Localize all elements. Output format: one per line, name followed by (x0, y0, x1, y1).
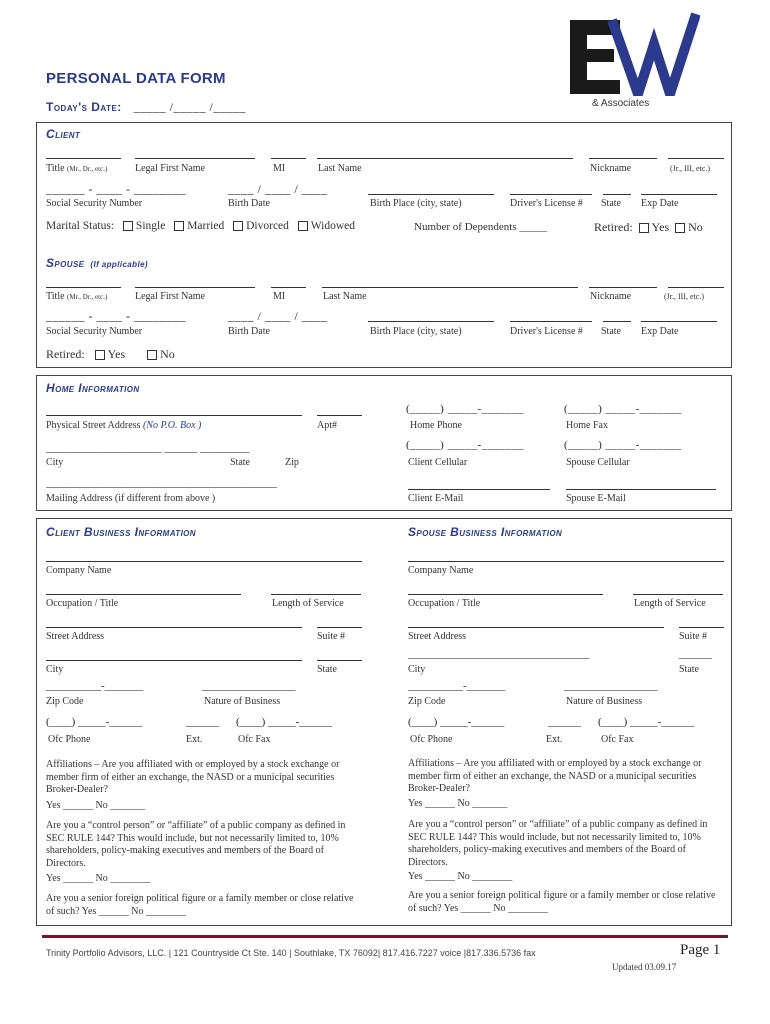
nickname-field[interactable] (589, 158, 657, 159)
spouse-city-field[interactable]: _________________________________ (408, 648, 590, 660)
spouse-mi-field[interactable] (271, 287, 306, 288)
client-occupation-field[interactable] (46, 594, 241, 595)
spouse-control-question: Are you a “control person” or “affiliate” of a public company as defined in SEC RULE 144? This would include, but not necessarily limited to, 10% shareholders, policy-making executives and members of the Board of Directors. (408, 819, 708, 868)
spouse-email-field[interactable] (566, 489, 716, 490)
spouse-nickname-label: Nickname (590, 291, 632, 302)
city-label: City (46, 457, 64, 468)
client-company-field[interactable] (46, 561, 362, 562)
retired-no-checkbox[interactable] (675, 223, 685, 233)
divorced-checkbox[interactable] (233, 221, 243, 231)
spouse-birth-place-label: Birth Place (city, state) (370, 326, 462, 337)
footer-rule (42, 935, 728, 938)
last-name-label: Last Name (318, 163, 362, 174)
client-length-label: Length of Service (272, 598, 344, 609)
home-heading: Home Information (46, 381, 140, 395)
client-ext-field[interactable]: ______ (186, 716, 219, 728)
spouse-state-field[interactable]: ______ (679, 648, 712, 660)
spouse-occupation-label: Occupation / Title (408, 598, 481, 609)
exp-date-label: Exp Date (641, 198, 679, 209)
last-name-field[interactable] (317, 158, 573, 159)
spouse-ext-label: Ext. (546, 734, 563, 745)
client-business-heading: Client Business Information (46, 525, 196, 539)
client-cell-field[interactable]: (_____) _____-_______ (406, 439, 524, 451)
client-length-field[interactable] (271, 594, 361, 595)
spouse-exp-date-label: Exp Date (641, 326, 679, 337)
spouse-ssn-label: Social Security Number (46, 326, 143, 337)
mi-field[interactable] (271, 158, 306, 159)
home-phone-field[interactable]: (_____) _____-_______ (406, 403, 524, 415)
spouse-nickname-field[interactable] (589, 287, 657, 288)
form-title: PERSONAL DATA FORM (46, 70, 226, 87)
spouse-first-name-label: Legal First Name (135, 291, 205, 302)
married-checkbox[interactable] (174, 221, 184, 231)
client-zip-field[interactable]: __________-_______ (46, 680, 144, 692)
spouse-state-label: State (679, 664, 699, 675)
spouse-last-name-field[interactable] (322, 287, 578, 288)
spouse-ofc-phone-label: Ofc Phone (410, 734, 453, 745)
spouse-length-field[interactable] (633, 594, 723, 595)
todays-date-row (46, 100, 246, 115)
client-state-label: State (317, 664, 337, 675)
date-field[interactable]: _____ /_____ /_____ (133, 100, 246, 114)
spouse-ssn-field[interactable]: ______ - ____ - ________ (46, 309, 186, 323)
spouse-company-field[interactable] (408, 561, 724, 562)
client-affiliation-yes-no[interactable]: Yes ______ No _______ (46, 800, 146, 811)
spouse-retired-no-label: No (160, 347, 175, 361)
mailing-address-field[interactable]: __________________________________________ (46, 477, 277, 489)
spouse-city-label: City (408, 664, 426, 675)
marital-label: Marital Status: (46, 220, 115, 232)
spouse-suffix-field[interactable] (668, 287, 724, 288)
client-control-yes-no[interactable]: Yes ______ No ________ (46, 873, 151, 884)
single-label: Single (135, 220, 166, 232)
spouse-ofc-fax-field[interactable]: (____) _____-______ (598, 716, 695, 728)
spouse-nature-field[interactable]: _________________ (564, 680, 658, 692)
widowed-checkbox[interactable] (298, 221, 308, 231)
spouse-zip-field[interactable]: __________-_______ (408, 680, 506, 692)
client-zip-label: Zip Code (46, 696, 84, 707)
spouse-company-label: Company Name (408, 565, 474, 576)
spouse-length-label: Length of Service (634, 598, 706, 609)
ssn-label: Social Security Number (46, 198, 143, 209)
client-street-field[interactable] (46, 627, 302, 628)
client-city-field[interactable] (46, 660, 302, 661)
company-logo (570, 12, 700, 96)
retired-yes-checkbox[interactable] (639, 223, 649, 233)
street-address-field[interactable] (46, 415, 302, 416)
married-label: Married (187, 220, 225, 232)
street-address-label: Physical Street Address (No P.O. Box ) (46, 420, 202, 431)
title-field[interactable] (46, 158, 121, 159)
spouse-birth-place-field[interactable] (368, 321, 494, 322)
first-name-field[interactable] (135, 158, 255, 159)
spouse-suite-label: Suite # (679, 631, 708, 642)
widowed-label: Widowed (310, 220, 356, 232)
client-ofc-phone-field[interactable]: (____) _____-______ (46, 716, 143, 728)
client-suite-field[interactable] (317, 627, 362, 628)
home-fax-label: Home Fax (566, 420, 608, 431)
spouse-title-label: Title (Mr., Dr., etc.) (46, 291, 108, 302)
client-affiliation-question: Affiliations – Are you affiliated with or employed by a stock exchange or member firm of either an exchange, the NASD or a municipal securities Broker-Dealer? (46, 759, 340, 795)
license-state-label: State (601, 198, 621, 209)
first-name-label: Legal First Name (135, 163, 205, 174)
suffix-label: (Jr., III, etc.) (670, 164, 710, 173)
spouse-affiliation-question: Affiliations – Are you affiliated with or employed by a stock exchange or member firm of either an exchange, the NASD or a municipal securities Broker-Dealer? (408, 758, 702, 794)
birth-date-label: Birth Date (228, 198, 270, 209)
spouse-ofc-phone-field[interactable]: (____) _____-______ (408, 716, 505, 728)
suffix-field[interactable] (668, 158, 724, 159)
client-email-field[interactable] (408, 489, 550, 490)
spouse-license-label: Driver's License # (510, 326, 583, 337)
spouse-occupation-field[interactable] (408, 594, 603, 595)
apt-label: Apt# (317, 420, 337, 431)
client-email-label: Client E-Mail (408, 493, 464, 504)
spouse-cell-label: Spouse Cellular (566, 457, 630, 468)
spouse-suite-field[interactable] (679, 627, 724, 628)
spouse-retired-no-checkbox[interactable] (147, 350, 157, 360)
spouse-control-yes-no[interactable]: Yes ______ No ________ (408, 871, 513, 882)
spouse-last-name-label: Last Name (323, 291, 367, 302)
spouse-street-label: Street Address (408, 631, 467, 642)
client-heading: Client (46, 127, 81, 141)
single-checkbox[interactable] (123, 221, 133, 231)
spouse-license-state-label: State (601, 326, 621, 337)
state-label: State (230, 457, 250, 468)
spouse-cell-field[interactable]: (_____) _____-_______ (564, 439, 682, 451)
ssn-field[interactable]: ______ - ____ - ________ (46, 182, 186, 196)
title-label: Title (Mr., Dr., etc.) (46, 163, 108, 174)
client-ofc-fax-field[interactable]: (____) _____-______ (236, 716, 333, 728)
home-fax-field[interactable]: (_____) _____-_______ (564, 403, 682, 415)
spouse-first-name-field[interactable] (135, 287, 255, 288)
spouse-street-field[interactable] (408, 627, 664, 628)
spouse-heading (46, 256, 148, 270)
spouse-business-heading: Spouse Business Information (408, 525, 563, 539)
spouse-affiliation-yes-no[interactable]: Yes ______ No _______ (408, 798, 508, 809)
client-control-question: Are you a “control person” or “affiliate” of a public company as defined in SEC RULE 144? This would include, but not necessarily limited to, 10% shareholders, policy-making executives and members of the Board of Directors. (46, 820, 346, 869)
mailing-address-label: Mailing Address (if different from above ) (46, 493, 216, 504)
retired-label: Retired: (594, 220, 633, 234)
page-number: Page 1 (680, 942, 721, 958)
mi-label: MI (273, 163, 286, 174)
spouse-license-field[interactable] (510, 321, 592, 322)
spouse-retired-label: Retired: (46, 347, 85, 361)
city-state-zip-field[interactable]: _____________________ ______ _________ (46, 442, 250, 454)
client-suite-label: Suite # (317, 631, 346, 642)
birth-place-label: Birth Place (city, state) (370, 198, 462, 209)
client-retired-row (594, 220, 703, 235)
date-label: Today's Date: (46, 100, 122, 114)
logo-subtitle: & Associates (592, 98, 650, 109)
client-city-label: City (46, 664, 64, 675)
client-nature-field[interactable]: _________________ (202, 680, 296, 692)
client-state-field[interactable] (317, 660, 362, 661)
spouse-ofc-fax-label: Ofc Fax (601, 734, 634, 745)
updated-date: Updated 03.09.17 (612, 962, 677, 972)
spouse-birth-date-field[interactable]: ____ / ____ / ____ (228, 309, 328, 323)
dependents-field[interactable]: Number of Dependents _____ (414, 221, 547, 233)
spouse-retired-yes-checkbox[interactable] (95, 350, 105, 360)
spouse-retired-row (46, 347, 175, 362)
client-pep-question[interactable]: Are you a senior foreign political figure or a family member or close relative of such? Yes ______ No ________ (46, 893, 354, 917)
client-ofc-phone-label: Ofc Phone (48, 734, 91, 745)
retired-no-label: No (688, 220, 703, 234)
client-nature-label: Nature of Business (204, 696, 281, 707)
birth-date-field[interactable]: ____ / ____ / ____ (228, 182, 328, 196)
client-occupation-label: Occupation / Title (46, 598, 119, 609)
spouse-license-state-field[interactable] (603, 321, 631, 322)
license-field[interactable] (510, 194, 592, 195)
marital-status-row (46, 220, 355, 232)
spouse-title-field[interactable] (46, 287, 121, 288)
spouse-email-label: Spouse E-Mail (566, 493, 626, 504)
client-company-label: Company Name (46, 565, 112, 576)
client-street-label: Street Address (46, 631, 105, 642)
license-state-field[interactable] (603, 194, 631, 195)
divorced-label: Divorced (246, 220, 289, 232)
nickname-label: Nickname (590, 163, 632, 174)
spouse-ext-field[interactable]: ______ (548, 716, 581, 728)
spouse-pep-question[interactable]: Are you a senior foreign political figure or a family member or close relative of such? Yes ______ No ________ (408, 890, 716, 914)
spouse-birth-date-label: Birth Date (228, 326, 270, 337)
zip-label: Zip (285, 457, 299, 468)
birth-place-field[interactable] (368, 194, 494, 195)
exp-date-field[interactable] (641, 194, 717, 195)
home-phone-label: Home Phone (410, 420, 462, 431)
spouse-retired-yes-label: Yes (107, 347, 126, 361)
license-label: Driver's License # (510, 198, 583, 209)
spouse-zip-label: Zip Code (408, 696, 446, 707)
spouse-title: Spouse (46, 256, 85, 270)
spouse-suffix-label: (Jr., III, etc.) (664, 292, 704, 301)
spouse-exp-date-field[interactable] (641, 321, 717, 322)
spouse-subtitle: (If applicable) (90, 260, 148, 269)
spouse-mi-label: MI (273, 291, 286, 302)
spouse-nature-label: Nature of Business (566, 696, 643, 707)
apt-field[interactable] (317, 415, 362, 416)
client-ext-label: Ext. (186, 734, 203, 745)
footer-address: Trinity Portfolio Advisors, LLC. | 121 Countryside Ct Ste. 140 | Southlake, TX 76092| 817.416.7227 voice |817.336.5736 fax (46, 948, 536, 958)
retired-yes-label: Yes (651, 220, 670, 234)
client-ofc-fax-label: Ofc Fax (238, 734, 271, 745)
client-cell-label: Client Cellular (408, 457, 468, 468)
